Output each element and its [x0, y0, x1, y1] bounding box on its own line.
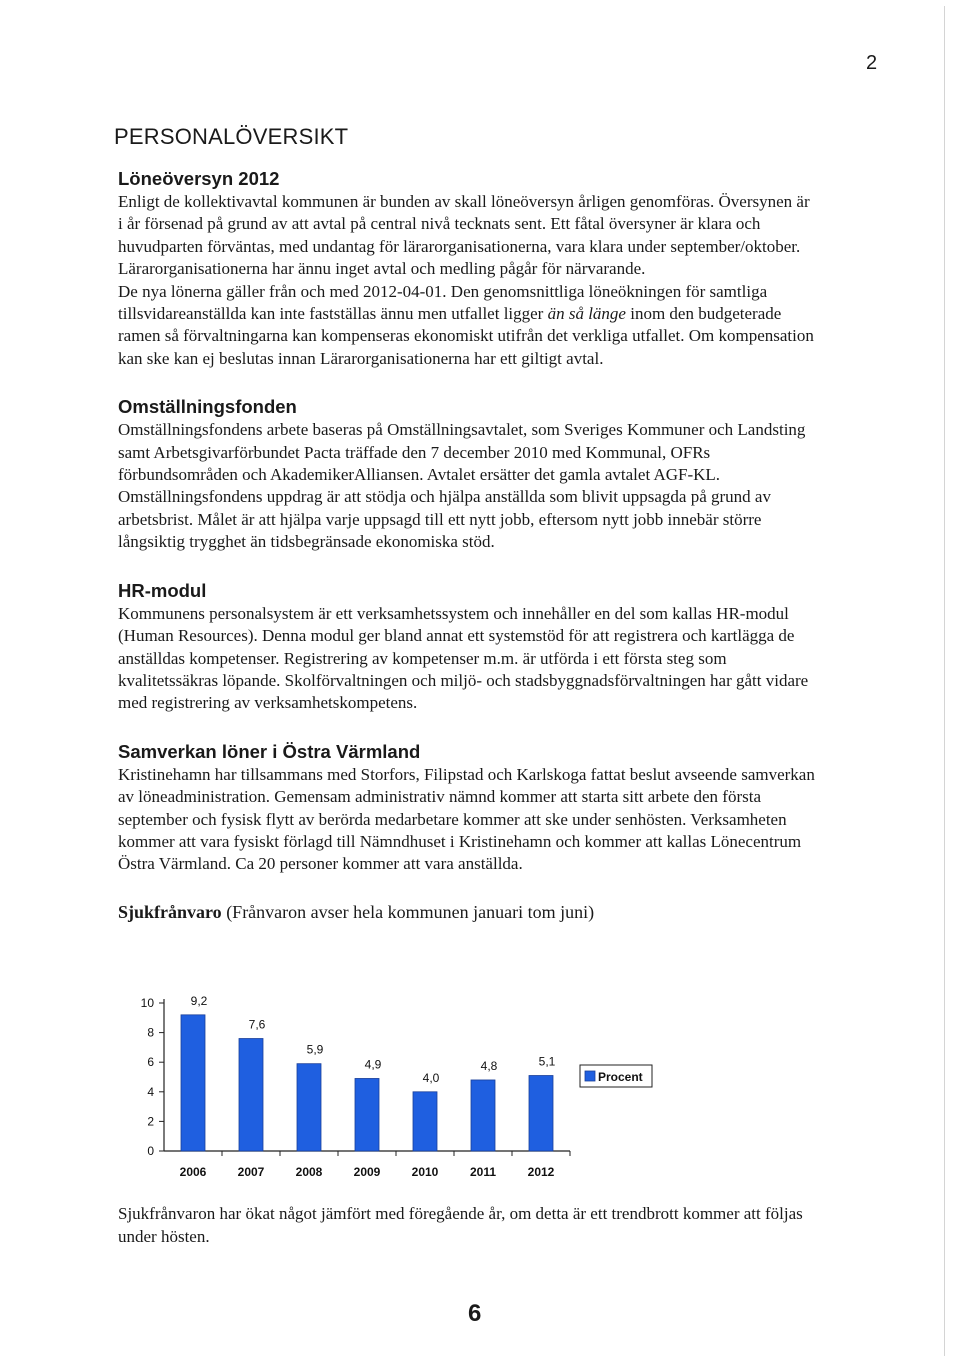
page-number-bottom: 6	[468, 1300, 482, 1327]
text-run: De nya lönerna gäller från och med 2012-04-01. Den genomsnittliga löneökningen för samtliga tillsvidareanställda kan inte fastställas ännu men utfallet ligger	[118, 281, 768, 324]
y-tick-label: 6	[147, 1055, 154, 1070]
text-run: Enligt de kollektivavtal kommunen är bunden av skall löneöversyn årligen genomföras. Översynen är i år försenad på grund av att avtal på central nivå tecknats sent. Ett fåtal översyner är klara och huvudparten förväntas, med undantag för lärarorganisationerna, vara klara under september/oktober. Lärarorganisationerna har ännu inget avtal och medling pågår för närvarande.	[118, 192, 810, 279]
x-tick-label: 2012	[527, 1165, 555, 1179]
bar	[413, 1092, 437, 1151]
bar	[471, 1080, 495, 1151]
sick-leave-chart	[110, 980, 670, 1190]
sick-leave-heading-bold: Sjukfrånvaro	[118, 901, 222, 922]
data-label: 4,8	[480, 1058, 498, 1073]
x-tick-label: 2010	[411, 1165, 439, 1179]
bar	[239, 1039, 263, 1151]
paragraph	[118, 419, 818, 553]
data-label: 4,0	[422, 1070, 440, 1085]
paragraph	[118, 281, 818, 371]
x-tick-label: 2011	[469, 1165, 497, 1179]
text-run: Kommunens personalsystem är ett verksamhetssystem och innehåller en del som kallas HR-modul (Human Resources). Denna modul ger bland annat ett systemstöd för att registrera och kartlägga de anställdas kompetenser. Registrering av kompetenser m.m. är utförda i ett första steg som kvalitetssäkras löpande. Skolförvaltningen och miljö- och stadsbyggnadsförvaltningen har gått vidare med registrering av verksamhetskompetens.	[118, 603, 809, 713]
page-edge-line	[944, 6, 945, 1356]
x-tick-label: 2008	[295, 1165, 323, 1179]
data-label: 5,1	[538, 1054, 556, 1069]
y-tick-label: 8	[147, 1025, 154, 1040]
text-run: Omställningsfondens arbete baseras på Omställningsavtalet, som Sveriges Kommuner och Landsting samt Arbetsgivarförbundet Pacta träffade den 7 december 2010 med Kommunal, OFRs förbundsområden och AkademikerAlliansen. Avtalet ersätter det gamla avtalet AGF-KL. Omställningsfondens uppdrag är att stödja och hjälpa anställda som blivit uppsagda på grund av arbetsbrist. Målet är att hjälpa varje uppsagd till ett nytt jobb, eftersom nytt jobb innebär större långsiktig trygghet än tidsbegränsade ekonomiska stöd.	[118, 420, 806, 552]
legend-swatch	[585, 1071, 595, 1081]
conclusion-text: Sjukfrånvaron har ökat något jämfört med föregående år, om detta är ett trendbrott kommer att följas under hösten.	[118, 1204, 803, 1246]
bar	[355, 1078, 379, 1151]
text-run: Kristinehamn har tillsammans med Storfors, Filipstad och Karlskoga fattat beslut avseende samverkan av löneadministration. Gemensam administrativ nämnd kommer att starta sitt arbete den första september och fysisk flytt av berörda medarbetare kommer att ske under senhösten. Verksamheten kommer att vara fysiskt förlagd till Nämndhuset i Kristinehamn och kommer att kallas Lönecentrum Östra Värmland. Ca 20 personer kommer att vara anställda.	[118, 764, 815, 874]
bar	[529, 1076, 553, 1151]
legend-label: Procent	[598, 1070, 643, 1084]
italic-text-run: än så länge	[547, 304, 626, 324]
data-label: 5,9	[306, 1042, 324, 1057]
chart-svg	[110, 980, 670, 1190]
y-tick-label: 4	[147, 1084, 154, 1099]
bar	[181, 1015, 205, 1151]
sick-leave-heading	[118, 902, 818, 923]
section-heading: HR-modul	[118, 579, 207, 601]
section-loneoversyn	[118, 168, 818, 370]
data-label: 4,9	[364, 1057, 382, 1072]
data-label: 7,6	[248, 1017, 266, 1032]
paragraph	[118, 191, 818, 281]
document-body	[118, 168, 818, 923]
y-tick-label: 2	[147, 1114, 154, 1129]
page-number-top: 2	[866, 52, 878, 74]
section-heading: Omställningsfonden	[118, 396, 297, 418]
y-tick-label: 0	[147, 1144, 154, 1158]
x-tick-label: 2007	[237, 1165, 265, 1179]
section-hr-modul	[118, 580, 818, 715]
data-label: 9,2	[190, 993, 208, 1008]
text-run: inom den budgeterade ramen så förvaltningarna kan kompenseras ekonomiskt utifrån det verkliga utfallet. Om kompensation kan ske kan ej beslutas innan Lärarorganisationerna har ett giltigt avtal.	[118, 304, 814, 368]
paragraph	[118, 603, 818, 715]
bar	[297, 1064, 321, 1151]
section-omstallningsfonden	[118, 396, 818, 553]
x-tick-label: 2006	[179, 1165, 207, 1179]
x-tick-label: 2009	[353, 1165, 381, 1179]
y-tick-label: 10	[140, 996, 154, 1010]
section-samverkan	[118, 741, 818, 876]
page-title: PERSONALÖVERSIKT	[114, 124, 349, 149]
paragraph	[118, 764, 818, 876]
sick-leave-heading-rest: (Frånvaron avser hela kommunen januari tom juni)	[221, 901, 595, 922]
section-heading: Löneöversyn 2012	[118, 168, 280, 189]
section-heading: Samverkan löner i Östra Värmland	[118, 740, 421, 762]
